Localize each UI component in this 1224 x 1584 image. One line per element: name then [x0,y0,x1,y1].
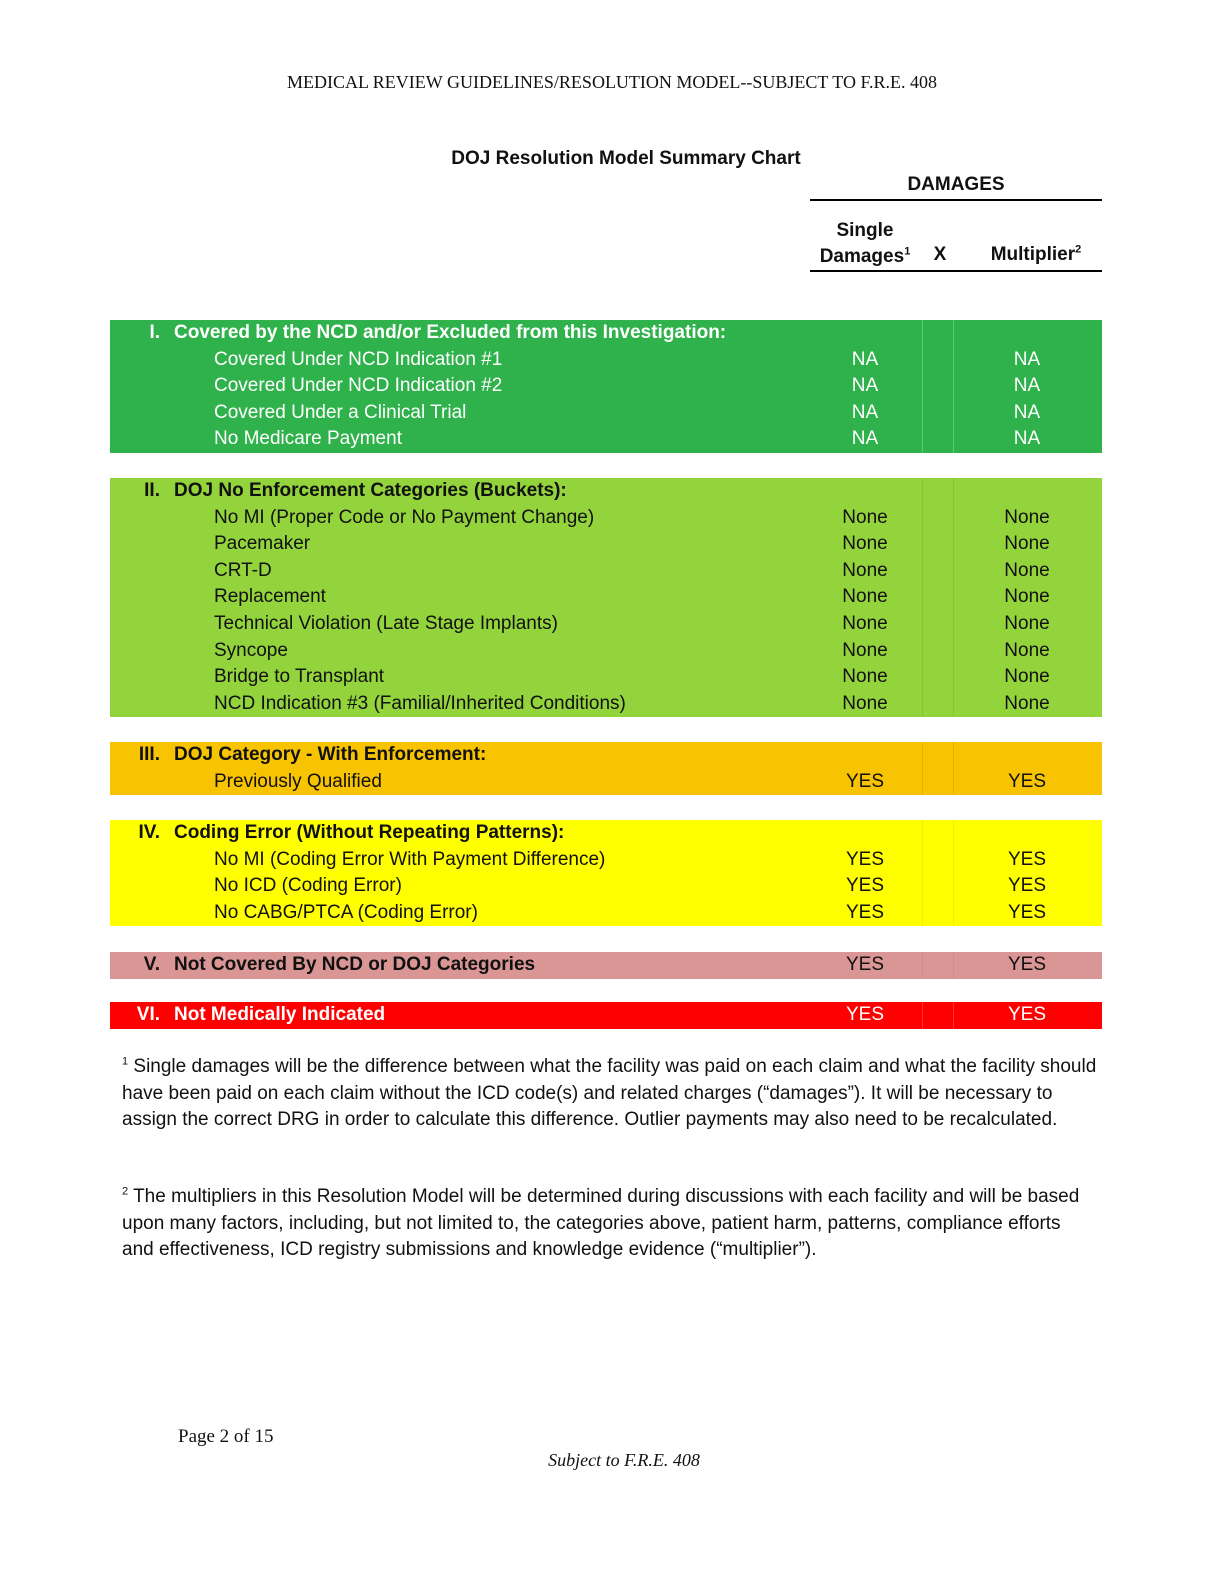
single-damages-cell: NA [851,375,879,397]
single-damages-cell: None [842,639,888,661]
table-row [110,847,1102,874]
multiplier-cell: YES [1007,954,1047,975]
row-label: No CABG/PTCA (Coding Error) [214,901,478,923]
footnote-2 [122,1184,1097,1264]
single-damages-header-line2: Damages [819,246,905,267]
multiplier-cell: None [1004,692,1050,714]
single-damages-cell: YES [845,901,885,923]
table-row [110,769,1102,796]
multiplier-cell: YES [1007,1004,1047,1025]
times-sign: X [933,244,947,265]
section-numeral: V. [143,954,160,975]
single-damages-cell: None [842,666,888,688]
row-label: Previously Qualified [214,770,382,792]
section-numeral: IV. [138,822,160,843]
single-damages-cell: YES [845,954,885,975]
section-header-row [110,742,1102,769]
table-row [110,664,1102,691]
single-damages-cell: NA [851,428,879,450]
single-damages-header-line1: Single [836,220,894,241]
row-label: No Medicare Payment [214,428,402,450]
multiplier-cell: YES [1007,770,1047,792]
row-label: NCD Indication #3 (Familial/Inherited Conditions) [214,692,626,714]
section-header-row [110,1002,1102,1029]
chart-title: DOJ Resolution Model Summary Chart [451,148,801,169]
table-row [110,400,1102,427]
single-damages-cell: YES [845,875,885,897]
single-damages-header [810,218,920,270]
single-damages-cell: None [842,506,888,528]
section-i-block [110,320,1102,453]
multiplier-cell: None [1004,559,1050,581]
row-label: Pacemaker [214,533,311,555]
row-label: Covered Under NCD Indication #1 [214,348,503,370]
footnote-marker-2: 2 [1075,243,1082,256]
footnote-1 [122,1054,1097,1134]
section-ii-block [110,478,1102,717]
table-row [110,373,1102,400]
single-damages-cell: NA [851,401,879,423]
table-row [110,347,1102,374]
section-title: DOJ No Enforcement Categories (Buckets): [174,480,567,501]
row-label: Replacement [214,586,326,608]
single-damages-cell: NA [851,348,879,370]
section-numeral: III. [138,744,160,765]
section-numeral: I. [149,322,160,343]
multiplier-cell: None [1004,506,1050,528]
section-header-row [110,952,1102,979]
section-title: Covered by the NCD and/or Excluded from this Investigation: [174,322,727,343]
footnote-marker-1: 1 [904,245,911,258]
section-header-row [110,820,1102,847]
single-damages-cell: None [842,692,888,714]
multiplier-cell: NA [1013,348,1041,370]
column-subheaders [810,216,1102,272]
table-row [110,900,1102,927]
section-vi-block [110,1002,1102,1029]
row-label: CRT-D [214,559,272,581]
footnote-text: Single damages will be the difference between what the facility was paid on each claim and what the facility should have been paid on each claim without the ICD code(s) and related charges (“damages”). It will be necessary to assign the correct DRG in order to calculate this difference. Outlier payments may also need to be recalculated. [122,1056,1097,1131]
table-row [110,505,1102,532]
multiplier-cell: NA [1013,401,1041,423]
table-row [110,873,1102,900]
single-damages-cell: YES [845,1004,885,1025]
table-row [110,638,1102,665]
multiplier-cell: YES [1007,875,1047,897]
row-label: Technical Violation (Late Stage Implants) [214,612,558,634]
section-title: Coding Error (Without Repeating Patterns): [174,822,565,843]
multiplier-header-label: Multiplier [990,244,1076,265]
table-row [110,584,1102,611]
table-row [110,531,1102,558]
single-damages-cell: None [842,586,888,608]
multiplier-cell: None [1004,639,1050,661]
section-header-row [110,478,1102,505]
page-header: MEDICAL REVIEW GUIDELINES/RESOLUTION MODEL--SUBJECT TO F.R.E. 408 [286,72,938,92]
multiplier-cell: YES [1007,901,1047,923]
section-title: Not Medically Indicated [174,1004,386,1025]
multiplier-cell: YES [1007,848,1047,870]
row-label: No MI (Coding Error With Payment Difference) [214,848,606,870]
damages-column-group-header: DAMAGES [810,174,1102,201]
table-row [110,611,1102,638]
multiplier-cell: None [1004,586,1050,608]
section-title: Not Covered By NCD or DOJ Categories [174,954,536,975]
table-row [110,558,1102,585]
row-label: No ICD (Coding Error) [214,875,402,897]
row-label: Syncope [214,639,288,661]
multiplier-cell: NA [1013,428,1041,450]
multiplier-cell: None [1004,666,1050,688]
section-numeral: VI. [136,1004,160,1025]
row-label: Covered Under a Clinical Trial [214,401,467,423]
page-number: Page 2 of 15 [178,1426,274,1447]
section-title: DOJ Category - With Enforcement: [174,744,487,765]
table-row [110,691,1102,718]
section-iii-block [110,742,1102,795]
multiplier-cell: None [1004,612,1050,634]
footnote-marker: 2 [122,1185,129,1198]
table-row [110,426,1102,453]
footnote-marker: 1 [122,1055,129,1068]
row-label: No MI (Proper Code or No Payment Change) [214,506,595,528]
multiplier-cell: NA [1013,375,1041,397]
single-damages-cell: None [842,559,888,581]
section-iv-block [110,820,1102,926]
section-numeral: II. [144,480,160,501]
section-header-row [110,320,1102,347]
page-footer: Subject to F.R.E. 408 [548,1450,700,1470]
multiplier-cell: None [1004,533,1050,555]
single-damages-cell: None [842,612,888,634]
single-damages-cell: YES [845,770,885,792]
single-damages-cell: None [842,533,888,555]
single-damages-cell: YES [845,848,885,870]
footnote-text: The multipliers in this Resolution Model will be determined during discussions with each facility and will be based upon many factors, including, but not limited to, the categories above, patient harm, patterns, compliance efforts and effectiveness, ICD registry submissions and knowledge evidence (“multiplier”). [122,1186,1080,1261]
row-label: Covered Under NCD Indication #2 [214,375,503,397]
section-v-block [110,952,1102,979]
row-label: Bridge to Transplant [214,666,385,688]
multiplier-header [970,244,1102,266]
